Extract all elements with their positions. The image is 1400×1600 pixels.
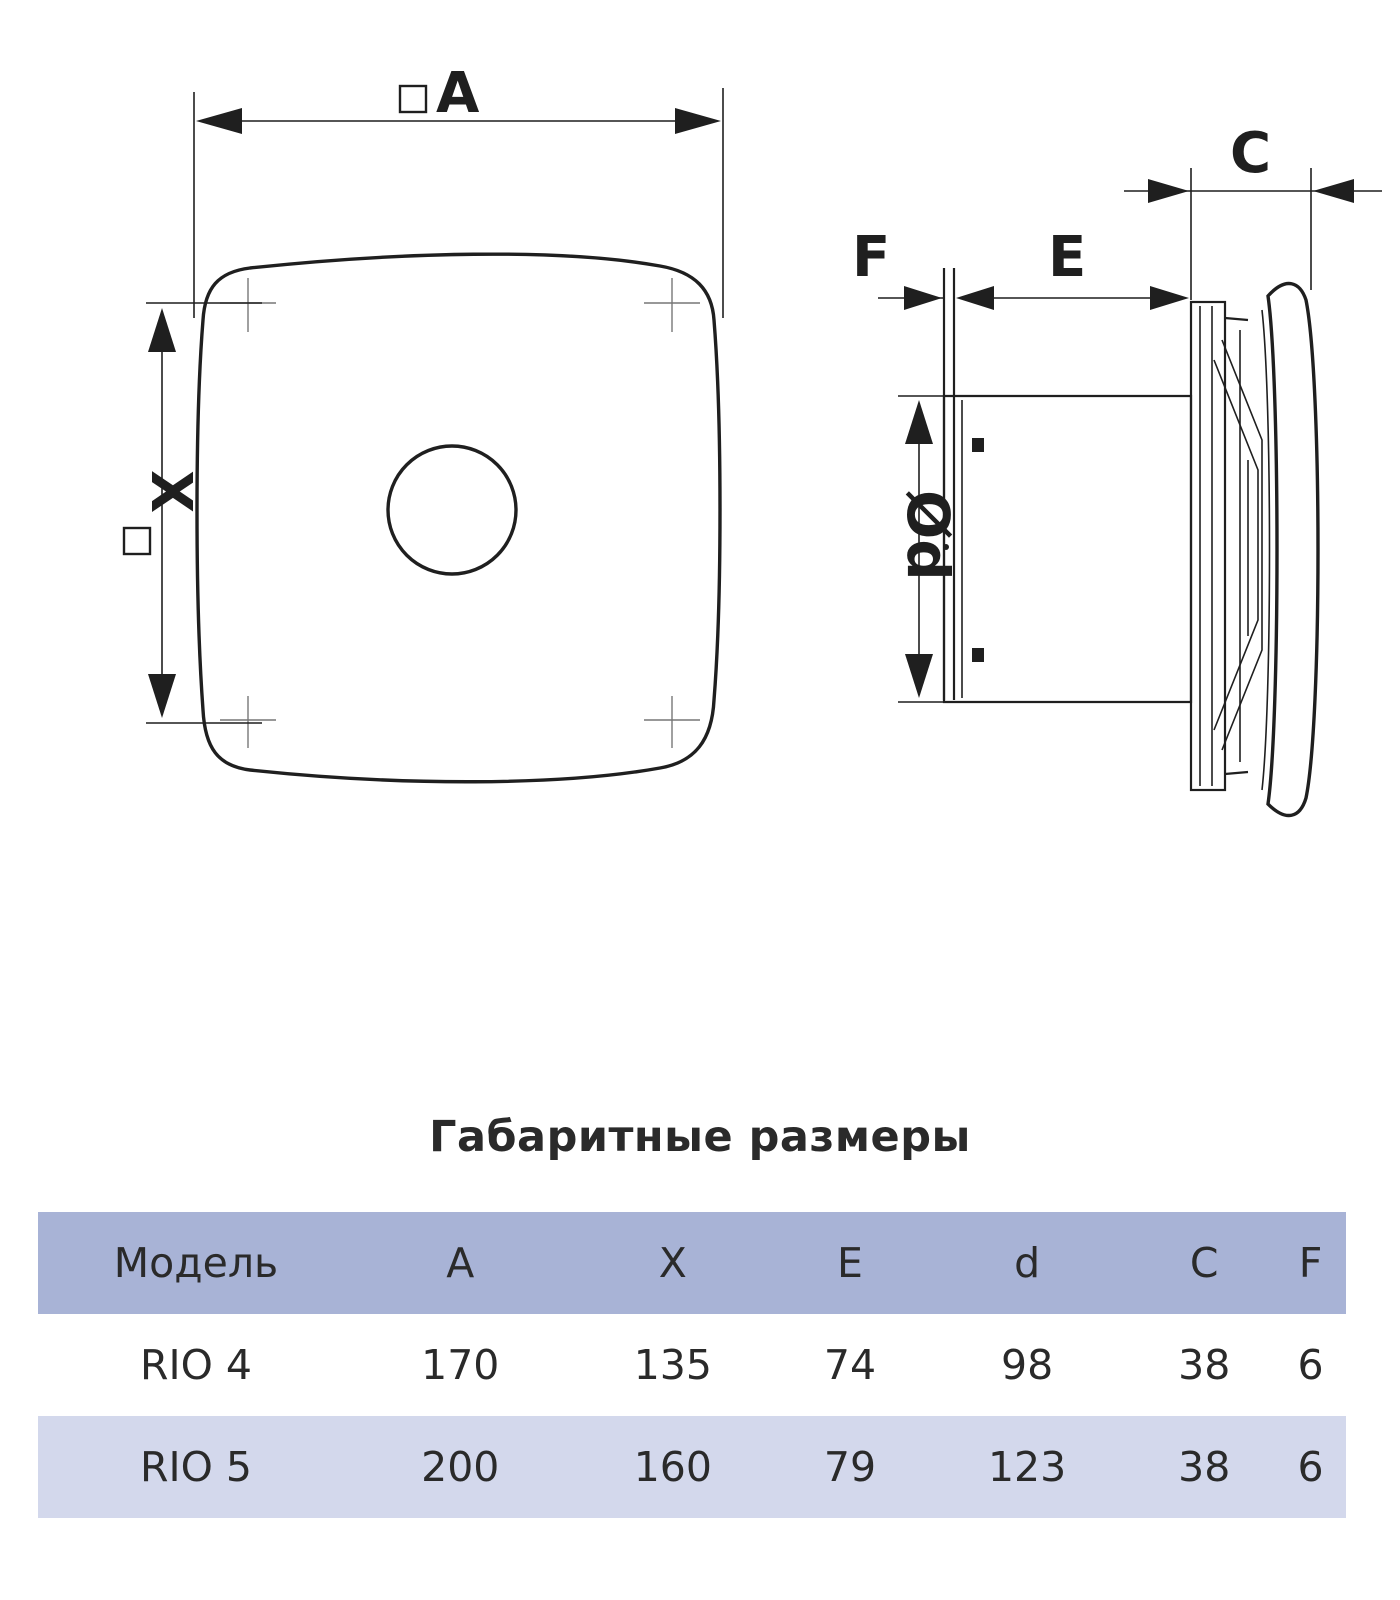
table-cell: 6 (1297, 1443, 1324, 1491)
table-cell: 98 (1001, 1341, 1054, 1389)
front-center-circle (388, 446, 516, 574)
table-row (38, 1416, 1346, 1518)
dimension-x-label: X (138, 470, 203, 514)
table-cell: 79 (823, 1443, 877, 1491)
table-cell: 123 (987, 1443, 1067, 1491)
side-view (852, 121, 1382, 815)
header-cell: E (837, 1239, 863, 1287)
mounting-hole-markers (220, 278, 700, 748)
dimensions-table (38, 1212, 1346, 1518)
header-cell: d (1014, 1239, 1041, 1287)
dimension-c (1124, 121, 1382, 300)
table-header-row (38, 1212, 1346, 1314)
table-cell: 38 (1178, 1443, 1231, 1491)
table-cell: 170 (421, 1341, 500, 1389)
table-row (38, 1314, 1346, 1416)
table-cell: 135 (633, 1341, 712, 1389)
front-panel-outline (197, 254, 720, 782)
dimension-a-label: A (436, 61, 480, 126)
table-cell: 74 (823, 1341, 877, 1389)
dimension-d (894, 396, 962, 702)
dimension-f-label: F (852, 225, 891, 290)
front-cover-profile (1268, 284, 1318, 816)
header-cell: C (1189, 1239, 1219, 1287)
table-cell: RIO 5 (140, 1443, 252, 1491)
header-cell: A (446, 1239, 475, 1287)
header-cell: Модель (113, 1239, 279, 1287)
table-cell: 200 (421, 1443, 500, 1491)
table-cell: 38 (1178, 1341, 1231, 1389)
table-title: Габаритные размеры (429, 1112, 971, 1162)
dimension-d-label: Ød (894, 490, 962, 581)
dimension-x (124, 303, 262, 723)
dimension-c-label: C (1230, 121, 1272, 186)
dimension-f-e (852, 225, 1189, 310)
dimension-e-label: E (1048, 225, 1087, 290)
front-view (124, 61, 723, 782)
table-cell: 6 (1297, 1341, 1324, 1389)
table-cell: RIO 4 (140, 1341, 252, 1389)
table-cell: 160 (633, 1443, 712, 1491)
header-cell: F (1298, 1239, 1323, 1287)
dimension-a (194, 61, 723, 318)
header-cell: X (658, 1239, 687, 1287)
